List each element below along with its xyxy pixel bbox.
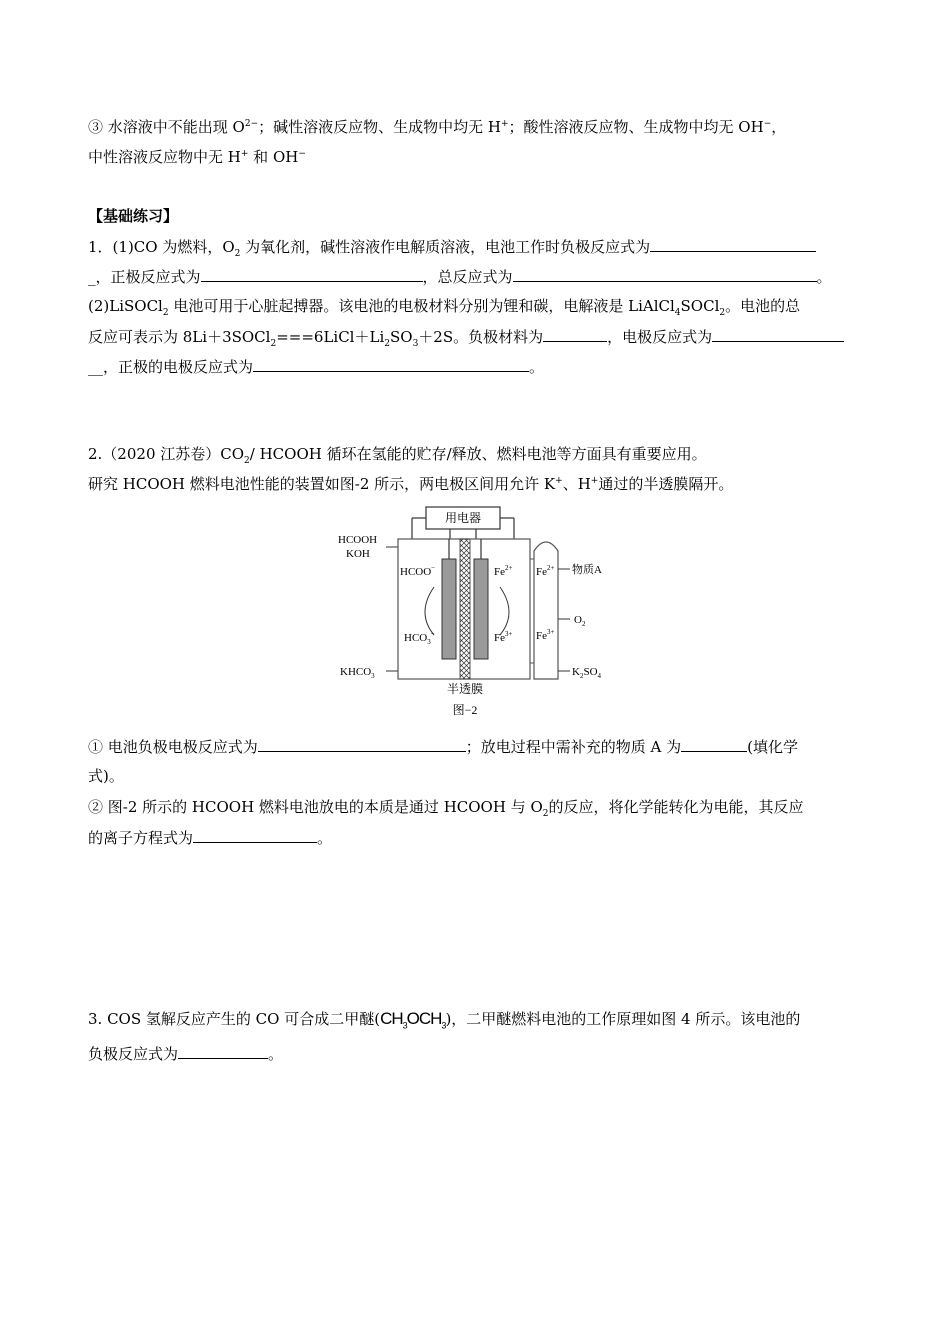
fe2-label: $Fe^{2+}$ bbox=[494, 564, 513, 578]
answer-blank[interactable] bbox=[681, 736, 747, 752]
answer-blank[interactable] bbox=[193, 827, 317, 843]
hco3-label: $HCO_3^-$ bbox=[404, 630, 435, 646]
fe2b-label: $Fe^{2+}$ bbox=[536, 564, 555, 578]
figure-caption: 图−2 bbox=[452, 703, 478, 717]
q2-line-1: 2.（2020 江苏卷）$CO_2/$ HCOOH 循环在氢能的贮存/释放、燃料电池等方面具有重要应用。 bbox=[88, 445, 707, 466]
note-3-line-2: 中性溶液反应物中无 H+ 和 OH− bbox=[88, 148, 306, 166]
khco3-label: $KHCO_3$ bbox=[340, 666, 375, 680]
q1-line-2: _，正极反应式为 ，总反应式为 。 bbox=[88, 268, 832, 286]
semipermeable-membrane bbox=[460, 539, 470, 679]
q2-sub-1-line-1: ① 电池负极电极反应式为 ；放电过程中需补充的物质 A 为 (填化学 bbox=[88, 738, 799, 756]
answer-blank[interactable] bbox=[178, 1043, 268, 1059]
answer-blank[interactable] bbox=[513, 266, 817, 282]
fe3-label: $Fe^{3+}$ bbox=[494, 630, 513, 644]
hcoo-label: HCOO− bbox=[400, 564, 436, 578]
inlet-hcooh-label: HCOOH bbox=[338, 534, 378, 546]
note-3-line-1: ③ 水溶液中不能出现 $O^{2-}$；碱性溶液反应物、生成物中均无 H+；酸性溶液反应物、生成物中均无 OH−， bbox=[88, 118, 787, 136]
fuel-cell-figure bbox=[334, 503, 624, 723]
q2-sub-2-line-1: ② 图-2 所示的 HCOOH 燃料电池放电的本质是通过 HCOOH 与 $O_2$的反应，将化学能转化为电能，其反应 bbox=[88, 798, 804, 819]
o2-label: $O_2$ bbox=[574, 614, 586, 628]
answer-blank[interactable] bbox=[543, 326, 607, 342]
answer-blank[interactable] bbox=[253, 356, 529, 372]
answer-blank[interactable] bbox=[650, 236, 816, 252]
q2-sub-1-line-2: 式)。 bbox=[88, 767, 124, 785]
regeneration-column bbox=[534, 542, 558, 679]
q3-line-1: 3. COS 氢解反应产生的 CO 可合成二甲醚$(CH_3OCH_3)$，二甲醚燃料电池的工作原理如图 4 所示。该电池的 bbox=[88, 1009, 801, 1031]
substance-a-label: 物质A bbox=[572, 564, 602, 576]
fe3b-label: $Fe^{3+}$ bbox=[536, 628, 555, 642]
anode-electrode bbox=[442, 559, 456, 659]
answer-blank[interactable] bbox=[258, 736, 466, 752]
q1-line-1: 1．(1)CO 为燃料，$O_2$ 为氧化剂，碱性溶液作电解质溶液，电池工作时负极反应式为 bbox=[88, 236, 816, 257]
q1-line-5: __，正极的电极反应式为 。 bbox=[88, 358, 545, 376]
membrane-label: 半透膜 bbox=[446, 682, 484, 696]
k2so4-label: $K_2SO_4$ bbox=[572, 666, 602, 680]
q1-line-3: (2)LiSOCl$_2$ 电池可用于心脏起搏器。该电池的电极材料分别为锂和碳，电解液是 LiAlCl$_4$SOCl$_2$。电池的总 bbox=[88, 297, 801, 318]
q2-sub-2-line-2: 的离子方程式为 。 bbox=[88, 829, 333, 847]
cathode-electrode bbox=[474, 559, 488, 659]
device-label: 用电器 bbox=[444, 511, 482, 525]
answer-blank[interactable] bbox=[201, 266, 423, 282]
q2-line-2: 研究 HCOOH 燃料电池性能的装置如图-2 所示，两电极区间用允许 K+、H+通过的半透膜隔开。 bbox=[88, 475, 734, 493]
inlet-koh-label: KOH bbox=[346, 548, 370, 560]
answer-blank[interactable] bbox=[712, 326, 844, 342]
section-title: 【基础练习】 bbox=[88, 207, 179, 225]
q1-line-4: 反应可表示为 $8Li+3SOCl_2===6LiCl+Li_2SO_3+2S$。负极材料为 ，电极反应式为 bbox=[88, 326, 844, 347]
dimethyl-ether-formula: $CH_3OCH_3$ bbox=[380, 1009, 446, 1031]
q3-line-2: 负极反应式为 。 bbox=[88, 1045, 284, 1063]
